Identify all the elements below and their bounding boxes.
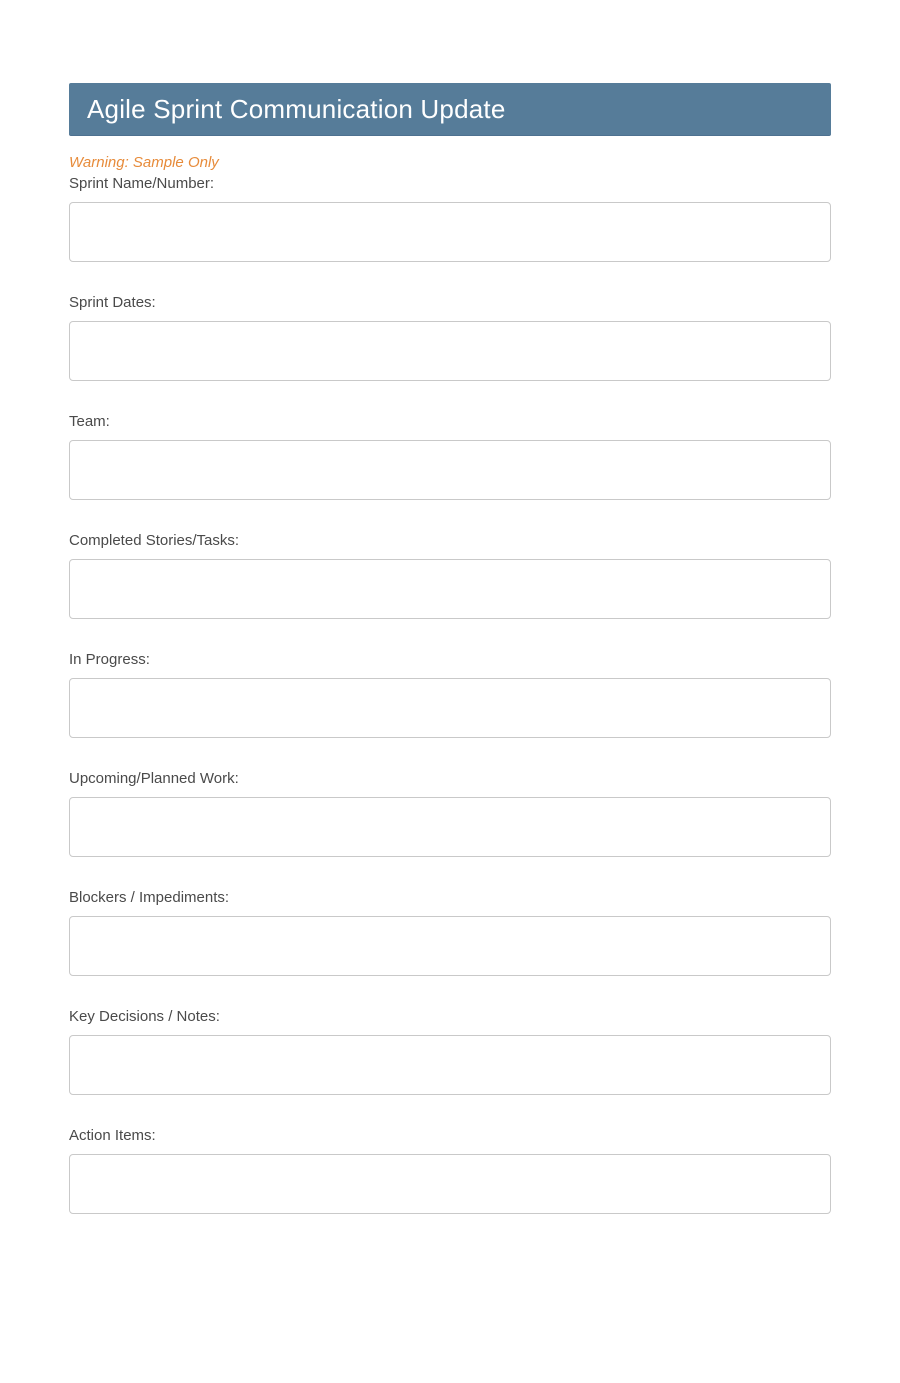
key-decisions-label: Key Decisions / Notes: <box>69 1008 220 1025</box>
completed-stories-label: Completed Stories/Tasks: <box>69 532 240 549</box>
field-group-team <box>69 413 831 500</box>
field-group-sprint-name <box>69 175 831 262</box>
sprint-dates-input[interactable] <box>69 321 831 381</box>
upcoming-work-label: Upcoming/Planned Work: <box>69 770 239 787</box>
field-group-upcoming-work <box>69 770 831 857</box>
sprint-update-form-page <box>69 83 831 1214</box>
sprint-name-input[interactable] <box>69 202 831 262</box>
form-header-banner <box>69 83 831 136</box>
sprint-dates-label: Sprint Dates: <box>69 294 156 311</box>
completed-stories-input[interactable] <box>69 559 831 619</box>
sprint-update-form <box>69 175 831 1214</box>
field-group-completed-stories <box>69 532 831 619</box>
in-progress-input[interactable] <box>69 678 831 738</box>
action-items-label: Action Items: <box>69 1127 156 1144</box>
field-group-blockers <box>69 889 831 976</box>
blockers-label: Blockers / Impediments: <box>69 889 230 906</box>
field-group-action-items <box>69 1127 831 1214</box>
page-title: Agile Sprint Communication Update <box>87 93 506 124</box>
key-decisions-input[interactable] <box>69 1035 831 1095</box>
sprint-name-label: Sprint Name/Number: <box>69 175 215 192</box>
blockers-input[interactable] <box>69 916 831 976</box>
team-input[interactable] <box>69 440 831 500</box>
field-group-sprint-dates <box>69 294 831 381</box>
sample-only-warning: Warning: Sample Only <box>69 154 219 171</box>
in-progress-label: In Progress: <box>69 651 150 668</box>
field-group-key-decisions <box>69 1008 831 1095</box>
action-items-input[interactable] <box>69 1154 831 1214</box>
upcoming-work-input[interactable] <box>69 797 831 857</box>
team-label: Team: <box>69 413 110 430</box>
field-group-in-progress <box>69 651 831 738</box>
